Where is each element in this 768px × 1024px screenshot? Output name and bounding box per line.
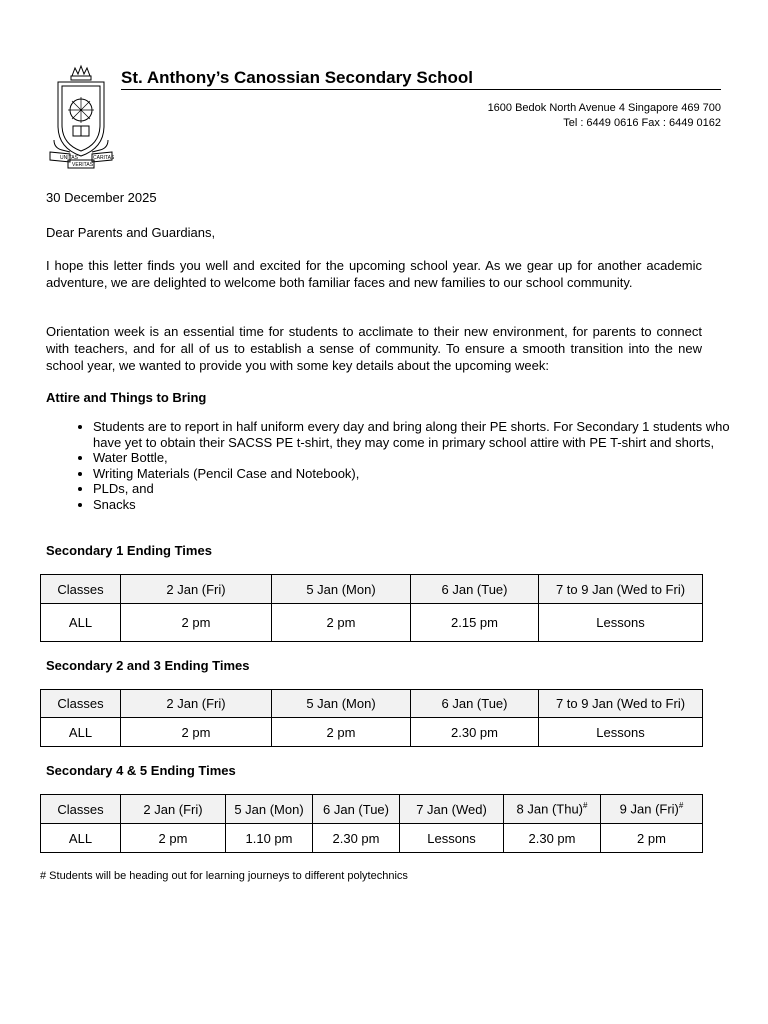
table-cell: 2 pm — [121, 824, 226, 853]
table-header-cell: Classes — [41, 690, 121, 718]
table-cell: ALL — [41, 604, 121, 642]
table-header-cell: 6 Jan (Tue) — [411, 575, 539, 604]
attire-heading: Attire and Things to Bring — [46, 390, 207, 405]
school-name: St. Anthony’s Canossian Secondary School — [121, 68, 721, 90]
footnote-marker: # — [583, 801, 588, 811]
sec1-ending-times-table — [40, 574, 703, 642]
letter-paragraph-2: Orientation week is an essential time for students to acclimate to their new environment, for parents to connect with teachers, and for all of us to establish a sense of community. To ensure a smooth transition into the new school year, we wanted to provide you with some key details about the upcoming week: — [46, 324, 702, 373]
table-header-cell: 5 Jan (Mon) — [272, 690, 411, 718]
table-cell: 2.30 pm — [411, 718, 539, 747]
table-cell: 2.30 pm — [313, 824, 400, 853]
table-row — [41, 824, 703, 853]
school-contact: Tel : 6449 0616 Fax : 6449 0162 — [563, 117, 721, 129]
table-header-cell: 2 Jan (Fri) — [121, 795, 226, 824]
header-label: 8 Jan (Thu) — [516, 801, 584, 817]
header-label: 9 Jan (Fri) — [619, 801, 679, 817]
table-header-cell — [504, 795, 601, 824]
table-header-cell: 7 to 9 Jan (Wed to Fri) — [539, 690, 703, 718]
list-item: • Snacks — [93, 497, 743, 513]
table-header-cell: Classes — [41, 575, 121, 604]
table-cell: Lessons — [539, 718, 703, 747]
crest-motto-right: CARITAS — [93, 155, 114, 161]
table-header-cell: 7 to 9 Jan (Wed to Fri) — [539, 575, 703, 604]
table-header-row — [41, 690, 703, 718]
table-cell: 2 pm — [121, 604, 272, 642]
sec45-ending-times-table — [40, 794, 703, 853]
table-header-row — [41, 575, 703, 604]
table-header-cell: 6 Jan (Tue) — [313, 795, 400, 824]
things-to-bring-list — [46, 419, 743, 512]
sec1-heading: Secondary 1 Ending Times — [46, 543, 212, 558]
table-header-cell: 7 Jan (Wed) — [400, 795, 504, 824]
list-item: • Water Bottle, — [93, 450, 743, 466]
table-cell: 2.15 pm — [411, 604, 539, 642]
list-item: • Writing Materials (Pencil Case and Notebook), — [93, 466, 743, 482]
table-header-cell: 2 Jan (Fri) — [121, 690, 272, 718]
table-cell: 2.30 pm — [504, 824, 601, 853]
footnote: # Students will be heading out for learning journeys to different polytechnics — [40, 870, 408, 882]
table-header-cell: 5 Jan (Mon) — [272, 575, 411, 604]
footnote-marker: # — [678, 801, 684, 811]
school-address: 1600 Bedok North Avenue 4 Singapore 469 700 — [487, 102, 721, 114]
table-header-row — [41, 795, 703, 824]
sec23-ending-times-table — [40, 689, 703, 747]
school-crest-logo — [48, 64, 114, 172]
sec45-heading: Secondary 4 & 5 Ending Times — [46, 763, 236, 778]
table-cell: 1.10 pm — [226, 824, 313, 853]
table-header-cell: 6 Jan (Tue) — [411, 690, 539, 718]
table-cell: ALL — [41, 824, 121, 853]
table-header-cell: 5 Jan (Mon) — [226, 795, 313, 824]
letter-date: 30 December 2025 — [46, 190, 157, 205]
table-cell: 2 pm — [272, 718, 411, 747]
table-row — [41, 718, 703, 747]
table-header-cell: 2 Jan (Fri) — [121, 575, 272, 604]
table-header-cell: Classes — [41, 795, 121, 824]
list-item: • PLDs, and — [93, 481, 743, 497]
table-cell: 2 pm — [272, 604, 411, 642]
letter-paragraph-1: I hope this letter finds you well and excited for the upcoming school year. As we gear up for another academic adventure, we are delighted to welcome both familiar faces and new families to our school community. — [46, 258, 702, 290]
list-item: • Students are to report in half uniform every day and bring along their PE shorts. For Secondary 1 students who have yet to obtain their SACSS PE t-shirt, they may come in primary school attire with PE T-shirt and shorts, — [93, 419, 743, 450]
letter-greeting: Dear Parents and Guardians, — [46, 225, 216, 240]
sec23-heading: Secondary 2 and 3 Ending Times — [46, 658, 250, 673]
table-cell: ALL — [41, 718, 121, 747]
school-address-block — [488, 101, 721, 131]
table-cell: 2 pm — [121, 718, 272, 747]
table-cell: 2 pm — [601, 824, 703, 853]
crest-motto-center: VERITAS — [72, 162, 94, 168]
table-header-cell — [601, 795, 703, 824]
table-row — [41, 604, 703, 642]
table-cell: Lessons — [539, 604, 703, 642]
table-cell: Lessons — [400, 824, 504, 853]
crest-motto-left: UNITAS — [60, 155, 78, 161]
